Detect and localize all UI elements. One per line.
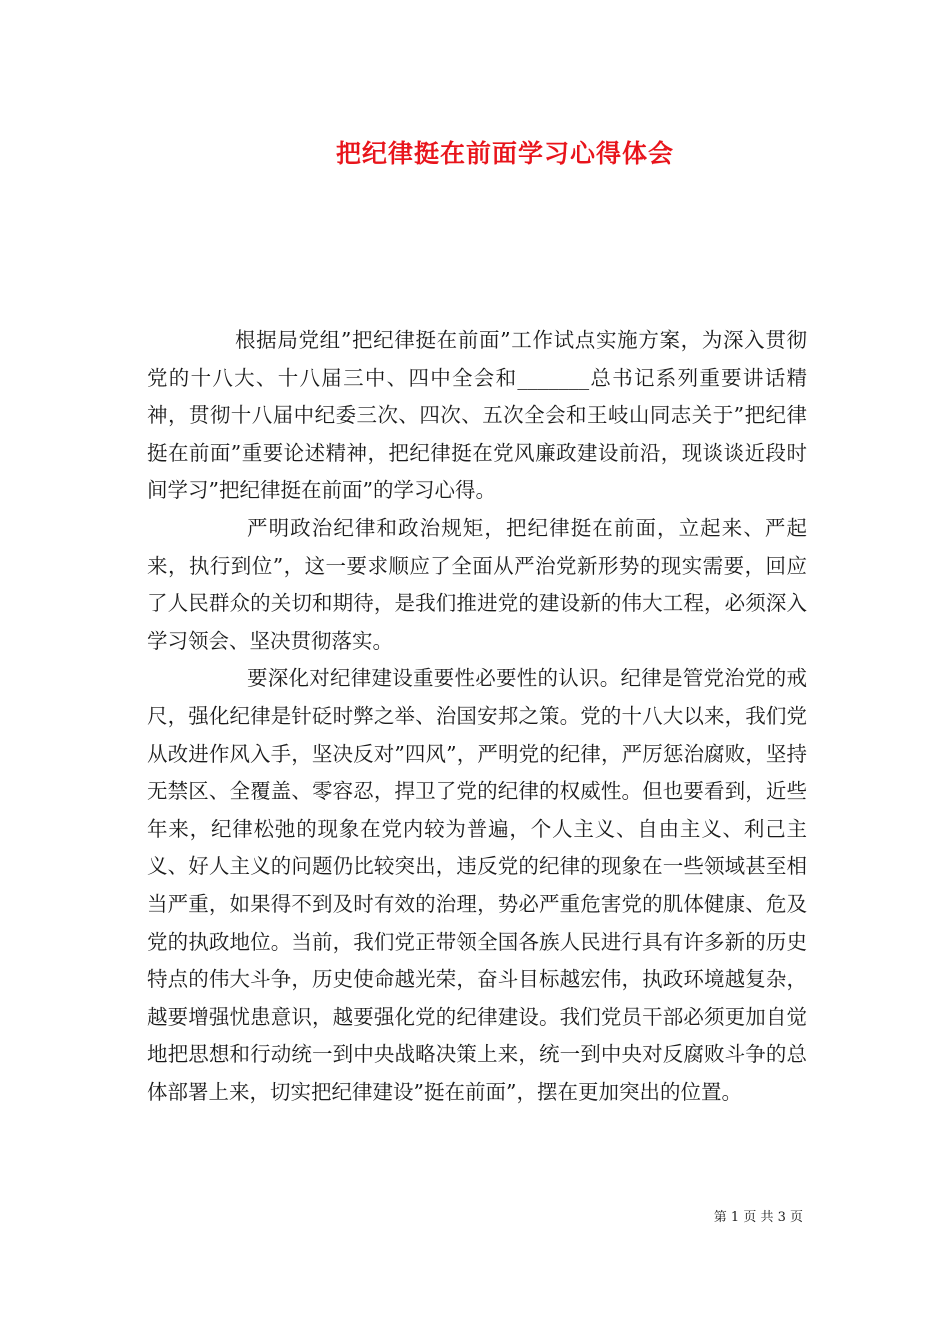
paragraph-1: 根据局党组”把纪律挺在前面”工作试点实施方案，为深入贯彻党的十八大、十八届三中、四中全会和_______总书记系列重要讲话精神，贯彻十八届中纪委三次、四次、五次全会和王岐山同志关于”把纪律挺在前面”重要论述精神，把纪律挺在党风廉政建设前沿，现谈谈近段时间学习”把纪律挺在前面”的学习心得。 xyxy=(147,328,807,503)
page-number: 第 1 页 共 3 页 xyxy=(713,1210,803,1225)
document-body xyxy=(147,322,807,1111)
paragraph-2: 严明政治纪律和政治规矩，把纪律挺在前面，立起来、严起来，执行到位”，这一要求顺应了全面从严治党新形势的现实需要，回应了人民群众的关切和期待，是我们推进党的建设新的伟大工程，必须深入学习领会、坚决贯彻落实。 xyxy=(147,515,807,653)
paragraph-3: 要深化对纪律建设重要性必要性的认识。纪律是管党治党的戒尺，强化纪律是针砭时弊之举、治国安邦之策。党的十八大以来，我们党从改进作风入手，坚决反对”四风”，严明党的纪律，严厉惩治腐败，坚持无禁区、全覆盖、零容忍，捍卫了党的纪律的权威性。但也要看到，近些年来，纪律松弛的现象在党内较为普遍，个人主义、自由主义、利己主义、好人主义的问题仍比较突出，违反党的纪律的现象在一些领域甚至相当严重，如果得不到及时有效的治理，势必严重危害党的肌体健康、危及党的执政地位。当前，我们党正带领全国各族人民进行具有许多新的历史特点的伟大斗争，历史使命越光荣，奋斗目标越宏伟，执政环境越复杂，越要增强忧患意识，越要强化党的纪律建设。我们党员干部必须更加自觉地把思想和行动统一到中央战略决策上来，统一到中央对反腐败斗争的总体部署上来，切实把纪律建设”挺在前面”，摆在更加突出的位置。 xyxy=(147,666,807,1104)
document-title: 把纪律挺在前面学习心得体会 xyxy=(335,139,674,168)
